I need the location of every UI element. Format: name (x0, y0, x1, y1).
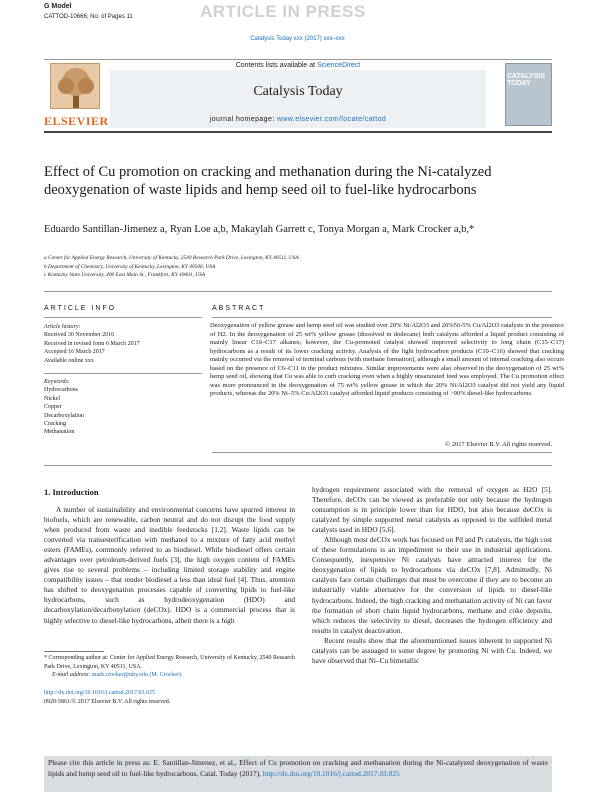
cover-title: CATALYSIS TODAY (507, 73, 545, 87)
article-in-press-banner: ARTICLE IN PRESS (200, 2, 366, 21)
citation-doi-link[interactable]: http://dx.doi.org/10.1016/j.cattod.2017.03.025 (262, 768, 400, 778)
doi-link[interactable]: http://dx.doi.org/10.1016/j.cattod.2017.03.025 (44, 690, 156, 696)
paragraph: Recent results show that the aforementioned issues inherent to supported Ni catalysts can be assuaged to some degree by promoting Ni with Cu. Indeed, we have observed that Ni–Cu bimetallic (312, 635, 552, 665)
affiliation: b Department of Chemistry, University of Kentucky, Lexington, KY 40506, USA (44, 263, 216, 270)
paragraph: A number of sustainability and environmental concerns have spurred interest in biofuels, which are renewable, carbon neutral and do not disrupt the food supply when produced from waste and inedible feedstocks [1,2]. Waste lipids can be converted via transesterification with methanol to a mixture of fatty acid methyl esters (FAMEs), commonly referred to as biodiesel. While biodiesel offers certain advantages over petroleum-derived fuels [3], the high oxygen content of FAMEs gives rise to several problems – including limited storage stability and engine compatibility issues – that render biodiesel a less than ideal fuel [4]. Thus, attention has shifted to deoxygenation processes capable of converting lipids to fuel-like hydrocarbons, such as hydrodeoxygenation (HDO) and decarboxylation/decarbonylation (deCOx). HDO is a commercial process that is highly selective to diesel-like hydrocarbons, albeit there is a high (44, 505, 295, 625)
history-item: Received 30 November 2016 (44, 332, 115, 339)
keyword: Cracking (44, 421, 66, 428)
history-item: Accepted 16 March 2017 (44, 349, 105, 356)
citation-prefix: Please cite this article in press as: E. Santillan-Jimenez, et al., Effect of Cu promotion on cracking and methanation during the Ni-catalyzed deoxygenation of waste lipids and hemp seed oil to fuel-like hydrocarbons, Catal. Today (2017), (48, 758, 548, 778)
sciencedirect-link[interactable]: ScienceDirect (317, 62, 361, 69)
issn-line: 0920-5861/© 2017 Elsevier B.V. All rights reserved. (44, 699, 171, 705)
history-heading: Article history: (44, 324, 81, 330)
abstract-heading: ABSTRACT (212, 305, 266, 312)
body-column-left (44, 505, 295, 626)
citation-text (48, 758, 548, 779)
article-info-heading: ARTICLE INFO (44, 305, 117, 312)
email-link[interactable]: mark.crocker@uky.edu (M. Crocker). (91, 672, 183, 678)
affiliations (44, 254, 444, 280)
homepage-link[interactable]: www.elsevier.com/locate/cattod (276, 116, 387, 123)
article-code: CATTOD-10666; No. of Pages 11 (44, 14, 133, 20)
divider (44, 317, 202, 318)
elsevier-wordmark: ELSEVIER (44, 114, 109, 128)
keyword: Hydrocarbons (44, 387, 78, 394)
contents-prefix: Contents lists available at (235, 62, 318, 69)
abstract-text: Deoxygenation of yellow grease and hemp seed oil was studied over 20% Ni/Al2O3 and 20%Ni-5% Cu/Al2O3 catalysts in the presence of H2. In the deoxygenation of 25 wt% yellow grease (dissolved in dodecane) both catalysts afforded a liquid product consisting of mainly linear C10–C17 alkanes; however, the Cu-promoted catalyst showed improved selectivity to long chain (C15–C17) hydrocarbons as a result of its lower cracking activity. Analysis of the light hydrocarbon products (C10–C16) showed that cracking mainly occurred via the removal of terminal carbons (with methane formation), although a small amount of internal cracking also occurs based on the presence of C6–C11 in the product mixtures. Similar improvements were also observed in the deoxygenation of 25 wt% hemp seed oil, showing that Cu was able to curb cracking even when a highly unsaturated feed was employed. The Cu promotion effect was more pronounced in the deoxygenation of 75 wt% yellow grease in which the 20% Ni/Al2O3 catalyst did not yield any liquid products, whereas the 20% Ni–5% Cu/Al2O3 catalyst afforded liquid products consisting of >90% diesel-like hydrocarbons. (210, 322, 564, 397)
divider (44, 291, 552, 292)
keywords (44, 378, 202, 437)
author-list: Eduardo Santillan-Jimenez a, Ryan Loe a,b, Makaylah Garrett c, Tonya Morgan a, Mark Crocker a,b,* (44, 224, 475, 235)
g-model-label: G Model (44, 3, 72, 10)
homepage-prefix: journal homepage: (209, 116, 277, 123)
journal-homepage (110, 116, 486, 123)
footnote-divider (44, 651, 104, 652)
email-label: E-mail address: (52, 672, 92, 678)
abstract-copyright: © 2017 Elsevier B.V. All rights reserved. (445, 441, 552, 448)
keywords-heading: Keywords: (44, 379, 70, 385)
history-item: Available online xxx (44, 357, 94, 364)
keyword: Nickel (44, 395, 60, 402)
divider (44, 373, 202, 374)
paragraph: Although most deCOx work has focused on Pd and Pt catalysts, the high cost of these formulations is an impediment to their use in industrial applications. Consequently, inexpensive Ni catalysts have attracted interest for the deoxygenation of lipids to hydrocarbons via deCOx [7,8]. Admittedly, Ni catalysts face certain challenges that must be overcome if they are to become an industrially viable alternative for the conversion of lipids to diesel-like hydrocarbons. Indeed, the high cracking and methanation activity of Ni can favor the formation of short chain liquid hydrocarbons, methane and coke deposits, which reduces the selectivity to diesel, decreases the hydrogen efficiency and results in catalyst deactivation. (312, 535, 552, 635)
history-item: Received in revised form 6 March 2017 (44, 340, 140, 347)
body-column-right (312, 485, 552, 666)
divider (212, 317, 552, 318)
article-history (44, 323, 202, 365)
keyword: Decarboxylation (44, 412, 84, 419)
contents-line (110, 62, 486, 69)
paper-title: Effect of Cu promotion on cracking and methanation during the Ni-catalyzed deoxygenation of waste lipids and hemp seed oil to fuel-like hydrocarbons (44, 164, 492, 198)
journal-title: Catalysis Today (253, 84, 343, 99)
divider (44, 465, 552, 466)
keyword: Methanation (44, 429, 75, 436)
corresponding-author-footnote (44, 654, 299, 680)
paragraph: hydrogen requirement associated with the removal of oxygen as H2O [5]. Therefore, deCOx can be viewed as preferable not only because the hydrogen consumption is in principle lower than for HDO, but also because deCOx is catalyzed by simple supported metal catalysts as opposed to the sulfided metal catalysts used in HDO [5,6]. (312, 485, 552, 535)
divider (212, 452, 552, 453)
footnote-text: * Corresponding author at: Center for Applied Energy Research, University of Kentucky, 2540 Research Park Drive, Lexington, KY 40511, USA. (44, 655, 295, 670)
journal-reference[interactable]: Catalysis Today xxx (2017) xxx–xxx (250, 36, 345, 42)
affiliation: c Kentucky State University, 400 East Main St., Frankfort, KY 40601, USA (44, 272, 206, 278)
keyword: Copper (44, 404, 62, 411)
affiliation: a Center for Applied Energy Research, University of Kentucky, 2540 Research Park Drive, Lexington, KY 40511, USA (44, 255, 299, 261)
elsevier-tree-logo (50, 63, 100, 109)
section-heading-introduction: 1. Introduction (44, 487, 99, 497)
